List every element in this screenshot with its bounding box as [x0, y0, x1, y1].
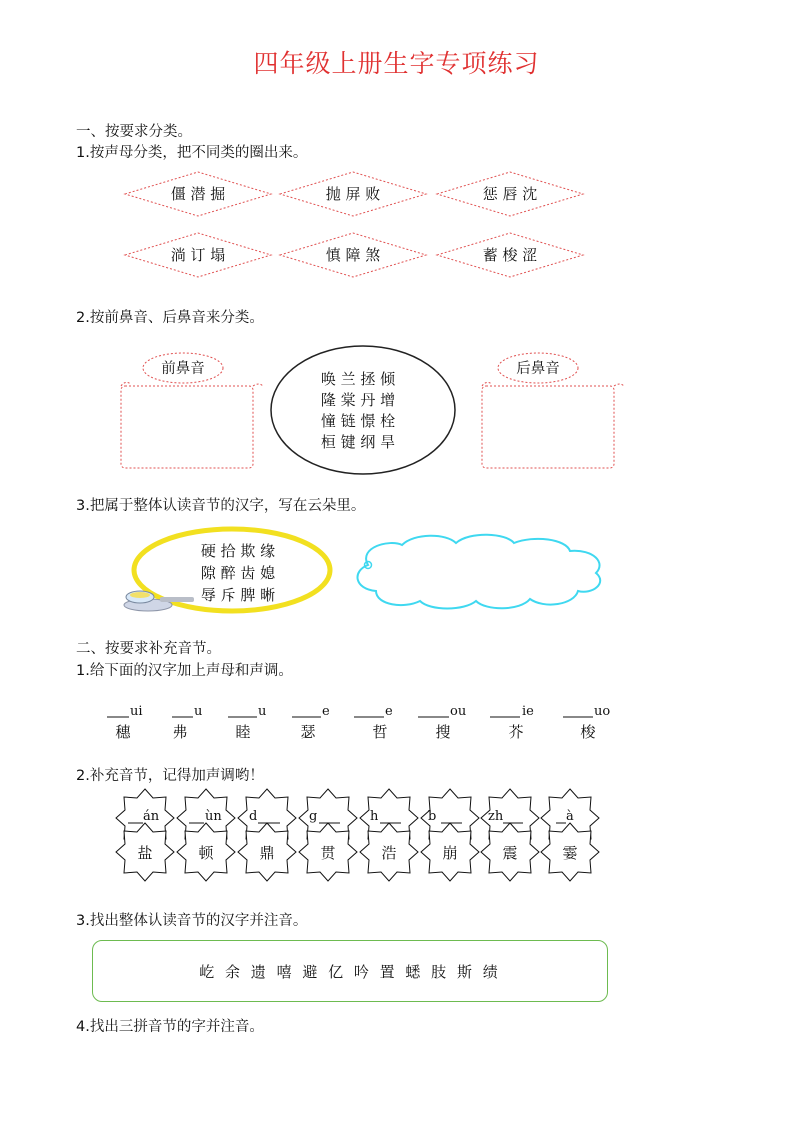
hanzi: 芥 — [508, 723, 524, 741]
nasal-row: 唤 兰 拯 倾 — [320, 370, 396, 388]
whole-syllable-box — [92, 940, 608, 1002]
diamond-text: 蓄 梭 涩 — [482, 246, 538, 264]
star-pinyin: án — [143, 809, 160, 824]
front-nasal-label: 前鼻音 — [161, 361, 205, 377]
star-hanzi: 贯 — [320, 844, 336, 862]
pinyin-final: u — [194, 704, 203, 719]
cloud-word-row: 隙 醉 齿 媳 — [200, 564, 276, 582]
nasal-row: 憧 链 憬 栓 — [320, 412, 396, 430]
cloud-area — [0, 525, 793, 620]
pinyin-final: ie — [522, 704, 534, 719]
star-hanzi: 崩 — [442, 844, 458, 862]
whole-syllable-chars: 屹 余 遗 嘻 避 亿 吟 置 蟋 肢 斯 绩 — [199, 962, 501, 981]
star-pinyin: d — [249, 809, 258, 824]
star-pinyin: zh — [488, 809, 504, 824]
hanzi: 瑟 — [300, 723, 316, 741]
diamond-text: 淌 订 塌 — [170, 246, 226, 264]
hanzi: 穗 — [115, 723, 131, 741]
star-pinyin: b — [428, 809, 437, 824]
hanzi: 睦 — [235, 723, 251, 741]
section2-q3-text: 3.找出整体认读音节的汉字并注音。 — [76, 913, 308, 929]
hanzi: 搜 — [435, 723, 451, 741]
back-nasal-label: 后鼻音 — [516, 361, 560, 377]
star-hanzi: 浩 — [381, 844, 397, 862]
section2-q1-text: 1.给下面的汉字加上声母和声调。 — [76, 663, 293, 679]
nasal-row: 桓 键 纲 旱 — [320, 433, 396, 451]
diamond-text: 抛 屏 败 — [325, 185, 381, 203]
word-ellipse — [271, 346, 455, 474]
star-syllable-grid — [0, 787, 793, 887]
page-title: 四年级上册生字专项练习 — [253, 49, 540, 78]
section1-heading: 一、按要求分类。 — [76, 124, 192, 140]
star-pinyin: g — [309, 809, 318, 824]
hanzi: 弗 — [172, 723, 188, 741]
front-nasal-answer-box — [121, 386, 253, 468]
star-hanzi: 顿 — [198, 844, 214, 862]
hanzi: 梭 — [580, 723, 596, 741]
pinyin-final: e — [322, 704, 330, 719]
nasal-classification — [0, 340, 793, 480]
section1-q3-text: 3.把属于整体认读音节的汉字，写在云朵里。 — [76, 498, 366, 514]
section2-q2-text: 2.补充音节，记得加声调哟！ — [76, 768, 264, 784]
back-nasal-answer-box — [482, 386, 614, 468]
fill-initials-row — [0, 695, 793, 745]
star-pinyin: h — [370, 809, 379, 824]
diamond-text: 慎 障 煞 — [325, 246, 381, 264]
diamond-groups — [0, 160, 793, 285]
star-hanzi: 震 — [502, 844, 518, 862]
star-pinyin: à — [566, 809, 574, 824]
pinyin-final: e — [385, 704, 393, 719]
diamond-text: 僵 潜 掘 — [170, 185, 226, 203]
pinyin-final: u — [258, 704, 267, 719]
pinyin-final: ui — [130, 704, 143, 719]
cloud-word-row: 硬 拾 欺 缘 — [200, 542, 276, 560]
pinyin-final: ou — [450, 704, 467, 719]
diamond-text: 惩 唇 沈 — [482, 185, 538, 203]
cloud-shape — [358, 535, 601, 609]
nasal-row: 隆 棠 丹 增 — [320, 391, 396, 409]
hanzi: 哲 — [372, 723, 388, 741]
section1-q1-text: 1.按声母分类，把不同类的圈出来。 — [76, 145, 308, 161]
star-hanzi: 霎 — [562, 844, 578, 862]
pinyin-final: uo — [594, 704, 611, 719]
star-bottom-row — [116, 823, 599, 881]
star-pinyin: ùn — [205, 809, 222, 824]
star-hanzi: 鼎 — [259, 844, 275, 862]
section2-heading: 二、按要求补充音节。 — [76, 641, 221, 657]
section1-q2-text: 2.按前鼻音、后鼻音来分类。 — [76, 310, 264, 326]
section2-q4-text: 4.找出三拼音节的字并注音。 — [76, 1019, 264, 1035]
star-hanzi: 盐 — [137, 844, 153, 862]
cloud-word-row: 辱 斥 脾 晰 — [200, 586, 276, 604]
